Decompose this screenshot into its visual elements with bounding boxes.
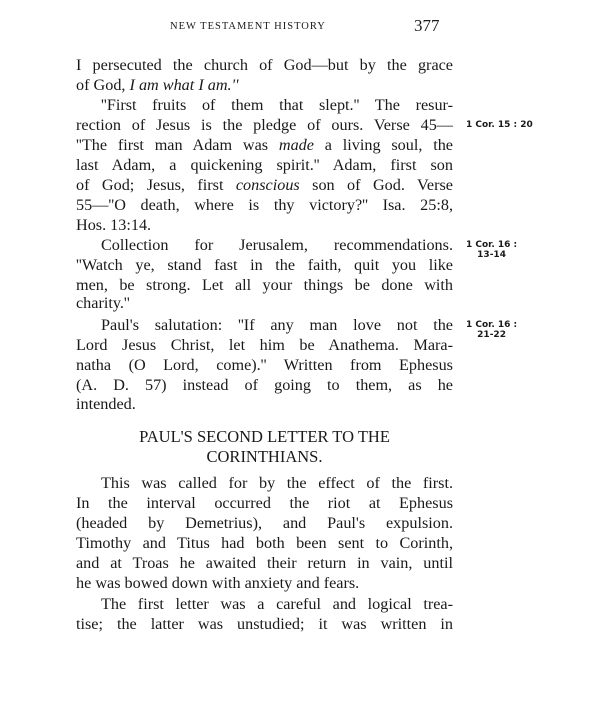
text-segment: This was called for by the effect of the first. — [101, 474, 453, 492]
text-segment: of God, — [76, 76, 130, 94]
text-segment: Lord Jesus Christ, let him be Anathema. Mara- — [76, 336, 453, 354]
text-segment: I persecuted the church of God—but by the grace — [76, 56, 453, 74]
text-line — [76, 155, 453, 175]
italic-text: conscious — [235, 176, 300, 194]
margin-note-line: 21-22 — [477, 330, 506, 340]
text-segment: rection of Jesus is the pledge of ours. Verse 45— — [76, 116, 453, 134]
text-segment: ''The first man Adam was — [76, 136, 279, 154]
text-line — [76, 175, 453, 195]
text-segment: Collection for Jerusalem, recommendations. — [101, 236, 453, 254]
text-line — [76, 355, 453, 375]
text-segment: Paul's salutation: ''If any man love not the — [101, 316, 453, 334]
running-head: NEW TESTAMENT HISTORY — [170, 21, 326, 32]
text-segment: he was bowed down with anxiety and fears. — [76, 574, 360, 592]
text-segment: (headed by Demetrius), and Paul's expulsion. — [76, 514, 453, 532]
text-line — [76, 513, 453, 533]
text-segment: (A. D. 57) instead of going to them, as he — [76, 376, 453, 394]
text-segment: natha (O Lord, come).'' Written from Ephesus — [76, 356, 453, 374]
text-line — [76, 594, 453, 614]
margin-note-1cor-15-20 — [466, 120, 533, 130]
text-line — [76, 255, 453, 275]
text-segment: a living soul, the — [313, 136, 453, 154]
text-segment: 55—''O death, where is thy victory?'' Isa. 25:8, — [76, 196, 453, 214]
text-line — [76, 195, 453, 215]
text-line — [76, 215, 453, 235]
text-segment: son of God. Verse — [299, 176, 453, 194]
text-line — [76, 115, 453, 135]
margin-note-line: 13-14 — [477, 250, 506, 260]
text-line — [76, 533, 453, 553]
text-segment: of God; Jesus, first — [76, 176, 236, 194]
text-segment: charity.'' — [76, 294, 130, 312]
text-line — [76, 573, 453, 593]
text-segment: men, be strong. Let all your things be done with — [76, 276, 453, 294]
text-line — [76, 375, 453, 395]
margin-note-line: 1 Cor. 16 : — [466, 240, 518, 250]
text-segment: The first letter was a careful and logical trea- — [101, 595, 453, 613]
text-line — [76, 95, 453, 115]
text-segment: ''Watch ye, stand fast in the faith, quit you like — [76, 256, 453, 274]
text-segment: ''First fruits of them that slept.'' The resur- — [101, 96, 453, 114]
margin-note-line: 1 Cor. 16 : — [466, 320, 518, 330]
text-segment: Timothy and Titus had both been sent to Corinth, — [76, 534, 453, 552]
text-line — [76, 553, 453, 573]
text-segment: last Adam, a quickening spirit.'' Adam, first son — [76, 156, 453, 174]
text-line — [76, 315, 453, 335]
italic-text: made — [278, 136, 314, 154]
page-number: 377 — [414, 16, 440, 35]
text-line — [76, 293, 453, 313]
text-line — [76, 394, 453, 414]
text-segment: and at Troas he awaited their return in vain, until — [76, 554, 453, 572]
text-line — [76, 55, 453, 75]
text-segment: intended. — [76, 395, 136, 413]
margin-note-line: 1 Cor. 15 : 20 — [466, 120, 533, 130]
text-line — [76, 614, 453, 634]
section-heading-line-1: PAUL'S SECOND LETTER TO THE — [139, 427, 390, 446]
text-line — [76, 275, 453, 295]
text-segment: In the interval occurred the riot at Ephesus — [76, 494, 453, 512]
margin-note-1cor-16-21 — [466, 320, 517, 340]
text-line — [76, 473, 453, 493]
text-line — [76, 335, 453, 355]
text-line — [76, 75, 453, 95]
text-line — [76, 135, 453, 155]
text-segment: Hos. 13:14. — [76, 216, 152, 234]
margin-note-1cor-16-13 — [466, 240, 517, 260]
italic-text: I am what I am.'' — [129, 76, 239, 94]
text-line — [76, 235, 453, 255]
text-segment: tise; the latter was unstudied; it was written in — [76, 615, 453, 633]
section-heading-line-2: CORINTHIANS. — [206, 447, 323, 466]
text-line — [76, 493, 453, 513]
